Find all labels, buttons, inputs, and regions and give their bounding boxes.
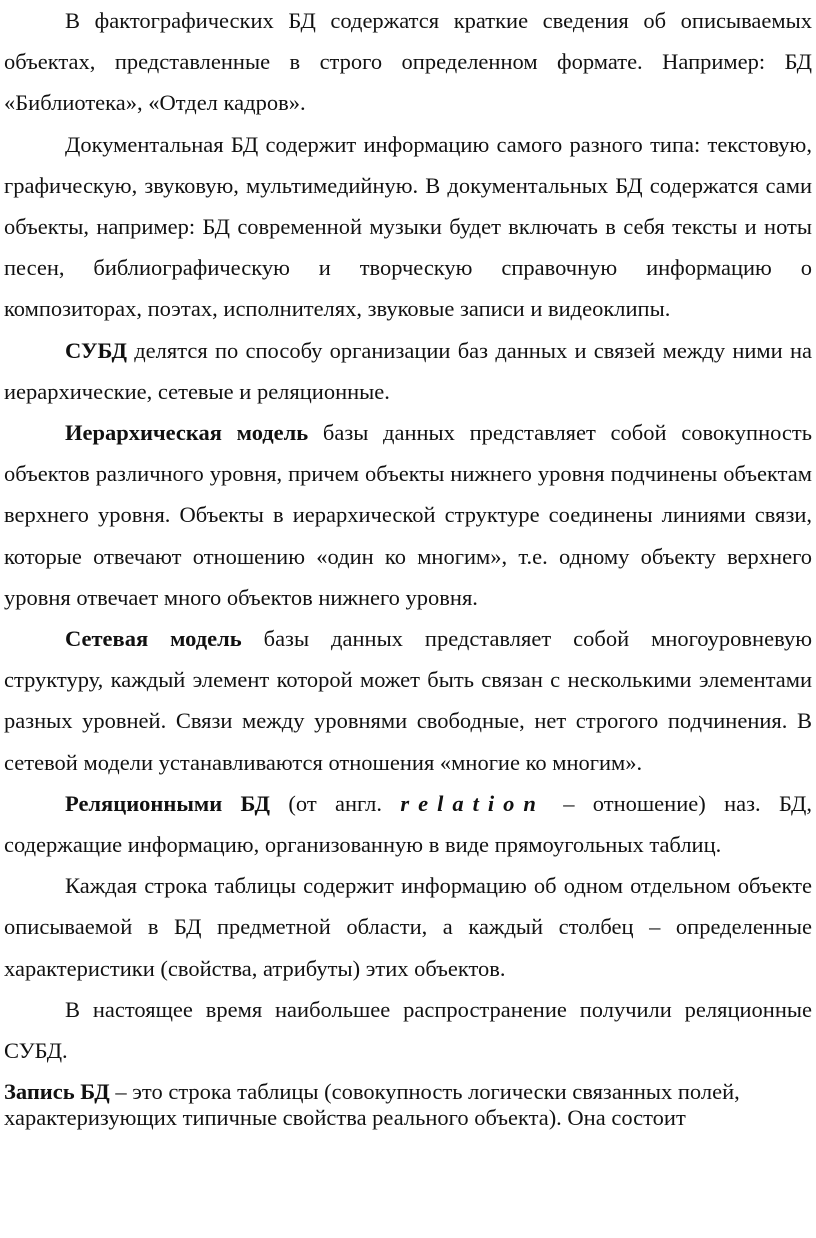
term-dbms: СУБД: [65, 337, 127, 363]
paragraph-db-record-text: – это строка таблицы (совокупность логически связанных полей, характеризующих типичные свойства реального объекта). Она состоит: [4, 1079, 740, 1131]
paragraph-table-rows-columns: Каждая строка таблицы содержит информацию об одном отдельном объекте описываемой в БД предметной области, а каждый столбец – определенные характеристики (свойства, атрибуты) этих объектов.: [4, 873, 812, 981]
paragraph-db-record: [0, 1079, 816, 1131]
paragraph-relational-db: [0, 783, 816, 865]
term-db-record: Запись БД: [4, 1079, 110, 1105]
paragraph-relational-db-text-before: (от англ.: [270, 790, 401, 816]
paragraph-hierarchical-model: [0, 412, 816, 618]
english-word-relation: relation: [400, 790, 545, 816]
paragraph-factographic-db: В фактографических БД содержатся краткие сведения об описываемых объектах, представленные в строго определенном формате. Например: БД «Библиотека», «Отдел кадров».: [4, 8, 812, 116]
term-hierarchical-model: Иерархическая модель: [65, 420, 309, 446]
paragraph-hierarchical-model-text: базы данных представляет собой совокупность объектов различного уровня, причем объекты нижнего уровня подчинены объектам верхнего уровня. Объекты в иерархической структуре соединены линиями связи, которые отвечают отношению «один ко многим», т.е. одному объекту верхнего уровня отвечает много объектов нижнего уровня.: [4, 420, 813, 610]
paragraph-dbms-types: [0, 330, 816, 412]
term-relational-db: Реляционными БД: [65, 790, 271, 816]
paragraph-network-model: [0, 618, 816, 783]
paragraph-network-model-text: базы данных представляет собой многоуровневую структуру, каждый элемент которой может быть связан с несколькими элементами разных уровней. Связи между уровнями свободные, нет строгого подчинения. В сетевой модели устанавливаются отношения «многие ко многим».: [4, 626, 812, 775]
paragraph-relational-db-text-after: – отношение) наз. БД, содержащие информацию, организованную в виде прямоугольных таблиц.: [4, 790, 812, 858]
paragraph-documentary-db: Документальная БД содержит информацию самого разного типа: текстовую, графическую, звуковую, мультимедийную. В документальных БД содержатся сами объекты, например: БД современной музыки будет включать в себя тексты и ноты песен, библиографическую и творческую справочную информацию о композиторах, поэтах, исполнителях, звуковые записи и видеоклипы.: [4, 131, 812, 322]
paragraph-dbms-types-text: делятся по способу организации баз данных и связей между ними на иерархические, сетевые и реляционные.: [4, 337, 812, 404]
paragraph-relational-popularity: В настоящее время наибольшее распространение получили реляционные СУБД.: [4, 996, 812, 1064]
term-network-model: Сетевая модель: [65, 626, 242, 652]
